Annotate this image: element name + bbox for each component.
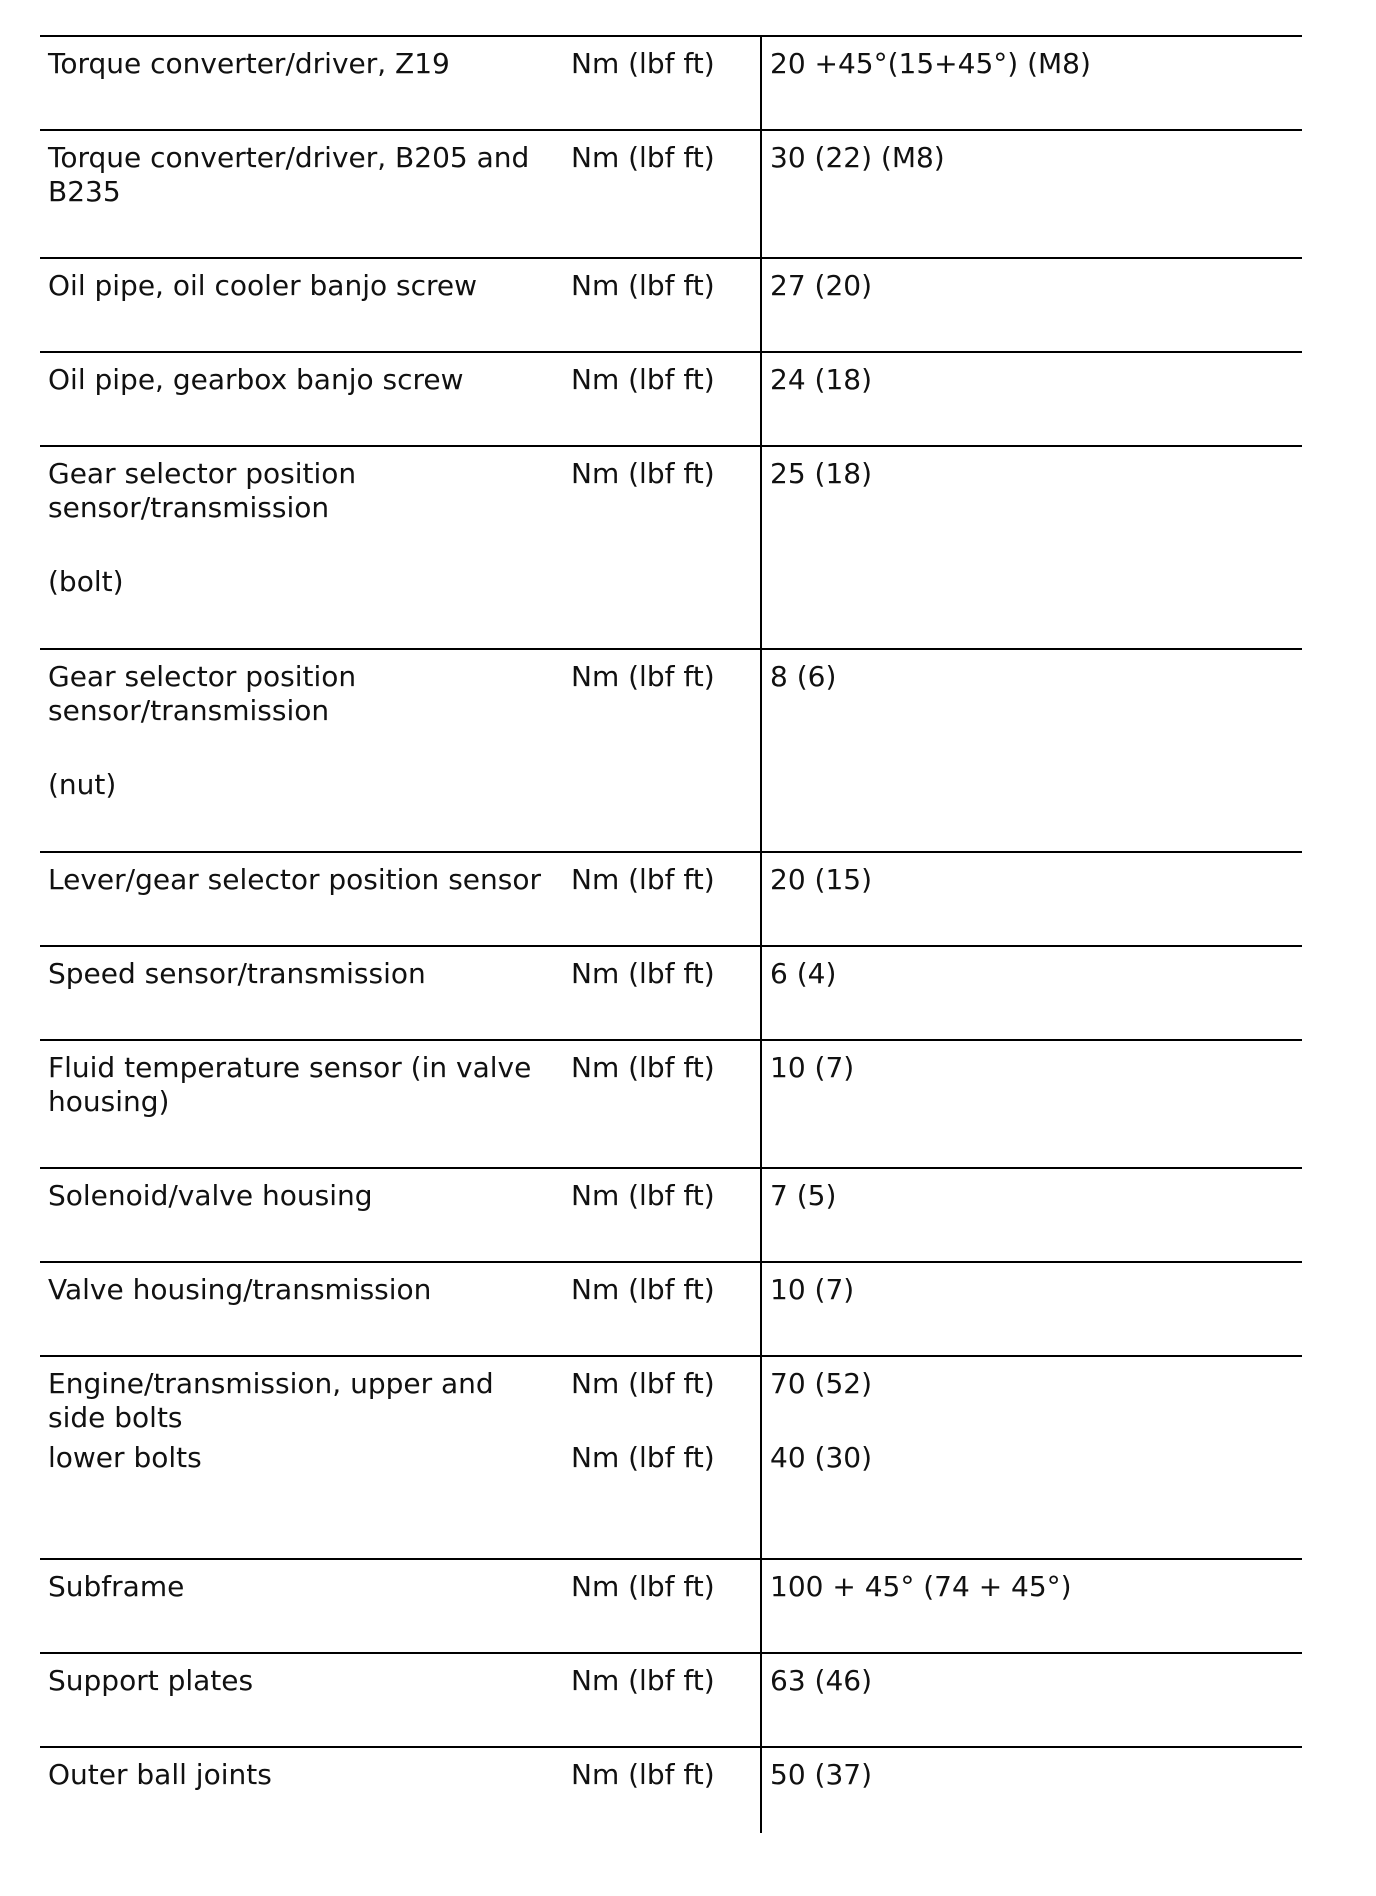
unit-cell: Nm (lbf ft) [563,946,761,1040]
unit-cell: Nm (lbf ft) [563,1040,761,1168]
value-cell: 70 (52) 40 (30) [761,1356,1302,1559]
unit-cell: Nm (lbf ft) [563,649,761,852]
spec-cell: Subframe [40,1559,563,1653]
value-cell: 20 +45°(15+45°) (M8) [761,36,1302,130]
spec-cell: Valve housing/transmission [40,1262,563,1356]
table-row [40,852,1302,946]
table-row [40,1356,1302,1559]
unit-cell: Nm (lbf ft) [563,852,761,946]
table-row [40,446,1302,649]
unit-cell: Nm (lbf ft) [563,36,761,130]
spec-note: (bolt) [48,565,124,598]
spec-cell: Solenoid/valve housing [40,1168,563,1262]
value-cell: 25 (18) [761,446,1302,649]
spec-cell: Engine/transmission, upper and side bolts lower bolts [40,1356,563,1559]
unit-cell: Nm (lbf ft) [563,258,761,352]
spec-cell: Oil pipe, gearbox banjo screw [40,352,563,446]
table-row [40,946,1302,1040]
table-row [40,130,1302,258]
unit-cell: Nm (lbf ft) [563,1262,761,1356]
spec-cell: Oil pipe, oil cooler banjo screw [40,258,563,352]
unit-cell: Nm (lbf ft) [563,1559,761,1653]
value-cell: 30 (22) (M8) [761,130,1302,258]
spec-cell: Outer ball joints [40,1747,563,1833]
table-row [40,258,1302,352]
unit-cell: Nm (lbf ft) [563,1653,761,1747]
table-row [40,649,1302,852]
value-cell: 8 (6) [761,649,1302,852]
spec-note: (nut) [48,768,117,801]
unit-cell: Nm (lbf ft) [563,1168,761,1262]
value-cell: 24 (18) [761,352,1302,446]
unit-cell: Nm (lbf ft) [563,1747,761,1833]
table-row [40,1653,1302,1747]
value-cell: 27 (20) [761,258,1302,352]
value-cell: 20 (15) [761,852,1302,946]
table-row [40,1747,1302,1833]
spec-cell: Lever/gear selector position sensor [40,852,563,946]
value-cell: 63 (46) [761,1653,1302,1747]
spec-note: lower bolts [48,1441,202,1474]
table-row [40,352,1302,446]
table-row [40,36,1302,130]
unit-cell: Nm (lbf ft) [563,352,761,446]
unit-cell: Nm (lbf ft) Nm (lbf ft) [563,1356,761,1559]
spec-cell: Support plates [40,1653,563,1747]
value-cell: 10 (7) [761,1262,1302,1356]
value-cell: 100 + 45° (74 + 45°) [761,1559,1302,1653]
spec-cell: Speed sensor/transmission [40,946,563,1040]
spec-cell: Gear selector position sensor/transmission (nut) [40,649,563,852]
value-cell: 50 (37) [761,1747,1302,1833]
table-row [40,1262,1302,1356]
table-row [40,1168,1302,1262]
spec-cell: Fluid temperature sensor (in valve housing) [40,1040,563,1168]
spec-cell: Gear selector position sensor/transmission (bolt) [40,446,563,649]
table-row [40,1040,1302,1168]
spec-cell: Torque converter/driver, B205 and B235 [40,130,563,258]
torque-spec-table [40,35,1302,1833]
value-cell: 6 (4) [761,946,1302,1040]
value-cell: 7 (5) [761,1168,1302,1262]
value-cell: 10 (7) [761,1040,1302,1168]
spec-cell: Torque converter/driver, Z19 [40,36,563,130]
unit-cell: Nm (lbf ft) [563,130,761,258]
unit-cell: Nm (lbf ft) [563,446,761,649]
table-row [40,1559,1302,1653]
